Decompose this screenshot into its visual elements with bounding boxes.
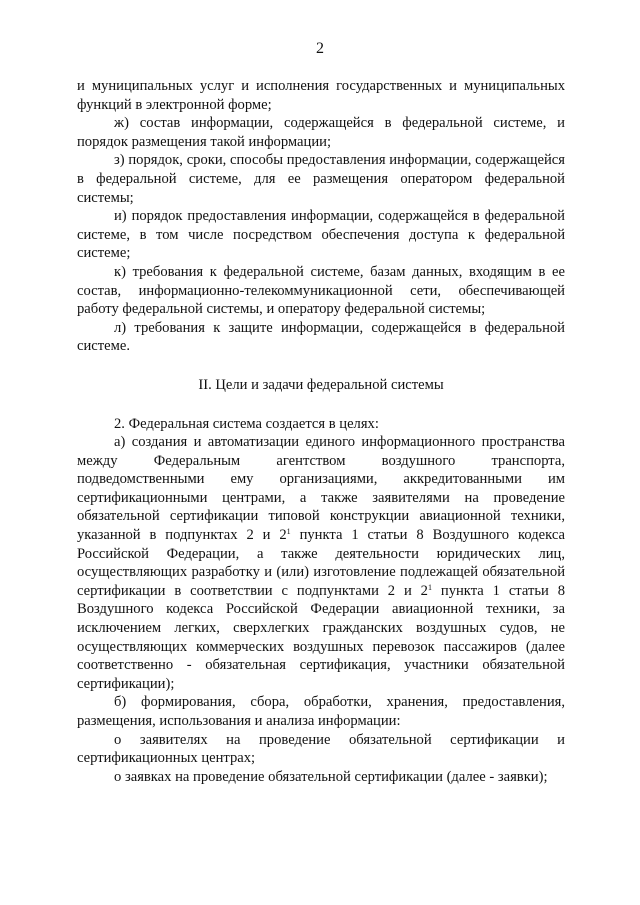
document-body [77,77,565,786]
paragraph-item-a [77,433,565,693]
superscript-1-second: 1 [427,582,432,592]
paragraph-subitem-applicants: о заявителях на проведение обязательной сертификации и сертификационных центрах; [77,731,565,767]
paragraph-item-a-part2: пункта 1 статьи 8 Воздушного кодекса Российской Федерации, а также деятельности юридических лиц, осуществляющих разработку и (или) изготовление подлежащей обязательной сертификации в соответствии с подпунктами 2 и 2 [77,527,565,599]
paragraph-item-k: к) требования к федеральной системе, базам данных, входящим в ее состав, информационно-телекоммуникационной сети, обеспечивающей работу федеральной системы, и оператору федеральной системы; [77,263,565,318]
paragraph-item-a-part1: а) создания и автоматизации единого информационного пространства между Федеральным агентством воздушного транспорта, подведомственными ему организациями, аккредитованными им сертификационными центрами, а также заявителями на проведение обязательной сертификации типовой конструкции авиационной техники, указанной в подпунктах 2 и 2 [77,434,565,544]
paragraph-item-zh: ж) состав информации, содержащейся в федеральной системе, и порядок размещения такой информации; [77,115,565,150]
page-number: 2 [316,40,324,57]
paragraph-item-z: з) порядок, сроки, способы предоставления информации, содержащейся в федеральной системе, для ее размещения оператором федеральной системы; [77,152,565,206]
superscript-1: 1 [286,527,291,537]
section-heading: II. Цели и задачи федеральной системы [198,376,444,393]
paragraph-item-b: б) формирования, сбора, обработки, хранения, предоставления, размещения, использования и анализа информации: [77,694,565,729]
paragraph-item-a-part3: пункта 1 статьи 8 Воздушного кодекса Российской Федерации авиационной техники, за исключением легких, сверхлегких гражданских воздушных судов, не осуществляющих коммерческих воздушных перевозок пассажиров (далее соответственно - обязательная сертификация, участники обязательной сертификации); [77,582,565,692]
paragraph-clause-2: 2. Федеральная система создается в целях: [114,415,379,432]
paragraph-item-i: и) порядок предоставления информации, содержащейся в федеральной системе, в том числе посредством обеспечения доступа к федеральной системе; [77,208,565,262]
paragraph-item-l: л) требования к защите информации, содержащейся в федеральной системе. [77,319,565,355]
paragraph-continuation: и муниципальных услуг и исполнения государственных и муниципальных функций в электронной форме; [77,78,565,113]
paragraph-subitem-applications: о заявках на проведение обязательной сертификации (далее - заявки); [114,768,548,785]
